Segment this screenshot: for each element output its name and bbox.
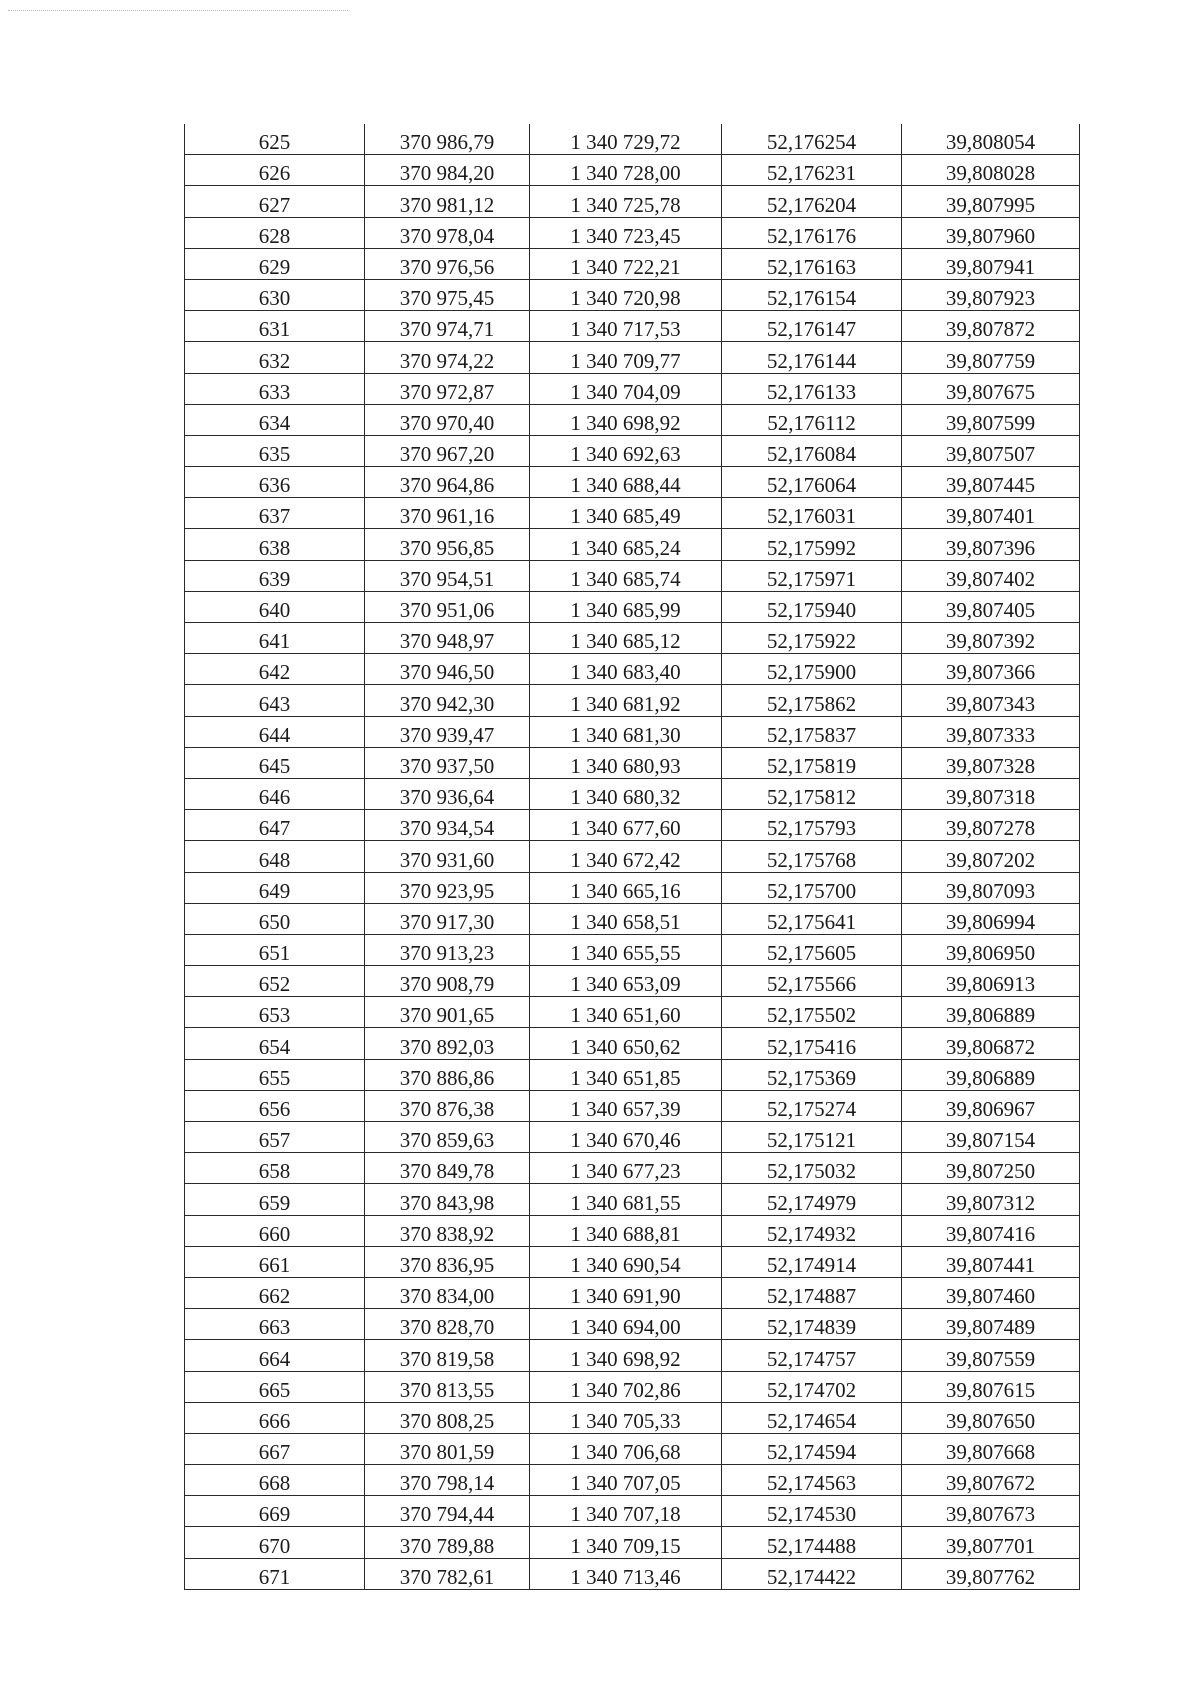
- x-coordinate-cell: 370 974,71: [365, 311, 530, 342]
- table-row: [185, 217, 1080, 248]
- point-number-cell: 647: [185, 810, 365, 841]
- point-number-cell: 628: [185, 217, 365, 248]
- longitude-cell: 39,807673: [902, 1496, 1080, 1527]
- longitude-cell: 39,806889: [902, 1059, 1080, 1090]
- point-number-cell: 671: [185, 1558, 365, 1589]
- x-coordinate-cell: 370 794,44: [365, 1496, 530, 1527]
- table-row: [185, 934, 1080, 965]
- y-coordinate-cell: 1 340 655,55: [530, 934, 722, 965]
- point-number-cell: 633: [185, 373, 365, 404]
- latitude-cell: 52,174594: [722, 1433, 902, 1464]
- longitude-cell: 39,807093: [902, 872, 1080, 903]
- table-row: [185, 248, 1080, 279]
- table-row: [185, 1433, 1080, 1464]
- latitude-cell: 52,174932: [722, 1215, 902, 1246]
- x-coordinate-cell: 370 789,88: [365, 1527, 530, 1558]
- x-coordinate-cell: 370 946,50: [365, 654, 530, 685]
- longitude-cell: 39,807441: [902, 1246, 1080, 1277]
- longitude-cell: 39,806950: [902, 934, 1080, 965]
- x-coordinate-cell: 370 970,40: [365, 404, 530, 435]
- document-page: [184, 124, 1079, 1590]
- latitude-cell: 52,176144: [722, 342, 902, 373]
- longitude-cell: 39,807759: [902, 342, 1080, 373]
- longitude-cell: 39,807872: [902, 311, 1080, 342]
- y-coordinate-cell: 1 340 729,72: [530, 124, 722, 155]
- longitude-cell: 39,806889: [902, 997, 1080, 1028]
- longitude-cell: 39,807366: [902, 654, 1080, 685]
- x-coordinate-cell: 370 984,20: [365, 155, 530, 186]
- longitude-cell: 39,806872: [902, 1028, 1080, 1059]
- longitude-cell: 39,807675: [902, 373, 1080, 404]
- y-coordinate-cell: 1 340 681,92: [530, 685, 722, 716]
- x-coordinate-cell: 370 975,45: [365, 279, 530, 310]
- table-row: [185, 1215, 1080, 1246]
- y-coordinate-cell: 1 340 651,85: [530, 1059, 722, 1090]
- x-coordinate-cell: 370 954,51: [365, 560, 530, 591]
- point-number-cell: 655: [185, 1059, 365, 1090]
- longitude-cell: 39,807154: [902, 1122, 1080, 1153]
- longitude-cell: 39,806913: [902, 966, 1080, 997]
- point-number-cell: 660: [185, 1215, 365, 1246]
- latitude-cell: 52,174563: [722, 1465, 902, 1496]
- x-coordinate-cell: 370 828,70: [365, 1309, 530, 1340]
- latitude-cell: 52,176204: [722, 186, 902, 217]
- point-number-cell: 649: [185, 872, 365, 903]
- table-row: [185, 1340, 1080, 1371]
- latitude-cell: 52,176112: [722, 404, 902, 435]
- table-row: [185, 1558, 1080, 1589]
- latitude-cell: 52,174887: [722, 1277, 902, 1308]
- latitude-cell: 52,174979: [722, 1184, 902, 1215]
- longitude-cell: 39,807672: [902, 1465, 1080, 1496]
- x-coordinate-cell: 370 974,22: [365, 342, 530, 373]
- latitude-cell: 52,174839: [722, 1309, 902, 1340]
- table-row: [185, 1371, 1080, 1402]
- longitude-cell: 39,807701: [902, 1527, 1080, 1558]
- coordinates-table-body: [185, 124, 1080, 1589]
- latitude-cell: 52,175274: [722, 1090, 902, 1121]
- longitude-cell: 39,808028: [902, 155, 1080, 186]
- y-coordinate-cell: 1 340 685,74: [530, 560, 722, 591]
- table-row: [185, 810, 1080, 841]
- point-number-cell: 643: [185, 685, 365, 716]
- point-number-cell: 654: [185, 1028, 365, 1059]
- latitude-cell: 52,176254: [722, 124, 902, 155]
- longitude-cell: 39,807318: [902, 778, 1080, 809]
- point-number-cell: 630: [185, 279, 365, 310]
- latitude-cell: 52,176163: [722, 248, 902, 279]
- latitude-cell: 52,174530: [722, 1496, 902, 1527]
- x-coordinate-cell: 370 808,25: [365, 1402, 530, 1433]
- latitude-cell: 52,174422: [722, 1558, 902, 1589]
- y-coordinate-cell: 1 340 723,45: [530, 217, 722, 248]
- x-coordinate-cell: 370 859,63: [365, 1122, 530, 1153]
- table-row: [185, 1496, 1080, 1527]
- y-coordinate-cell: 1 340 707,18: [530, 1496, 722, 1527]
- table-row: [185, 1028, 1080, 1059]
- latitude-cell: 52,174757: [722, 1340, 902, 1371]
- table-row: [185, 311, 1080, 342]
- point-number-cell: 644: [185, 716, 365, 747]
- table-row: [185, 1153, 1080, 1184]
- y-coordinate-cell: 1 340 725,78: [530, 186, 722, 217]
- y-coordinate-cell: 1 340 728,00: [530, 155, 722, 186]
- longitude-cell: 39,807559: [902, 1340, 1080, 1371]
- longitude-cell: 39,807278: [902, 810, 1080, 841]
- x-coordinate-cell: 370 843,98: [365, 1184, 530, 1215]
- point-number-cell: 636: [185, 467, 365, 498]
- latitude-cell: 52,175837: [722, 716, 902, 747]
- point-number-cell: 638: [185, 529, 365, 560]
- y-coordinate-cell: 1 340 653,09: [530, 966, 722, 997]
- point-number-cell: 662: [185, 1277, 365, 1308]
- x-coordinate-cell: 370 937,50: [365, 747, 530, 778]
- longitude-cell: 39,807507: [902, 435, 1080, 466]
- point-number-cell: 639: [185, 560, 365, 591]
- table-row: [185, 498, 1080, 529]
- y-coordinate-cell: 1 340 688,44: [530, 467, 722, 498]
- x-coordinate-cell: 370 934,54: [365, 810, 530, 841]
- table-row: [185, 903, 1080, 934]
- longitude-cell: 39,807445: [902, 467, 1080, 498]
- longitude-cell: 39,808054: [902, 124, 1080, 155]
- point-number-cell: 627: [185, 186, 365, 217]
- longitude-cell: 39,807202: [902, 841, 1080, 872]
- x-coordinate-cell: 370 972,87: [365, 373, 530, 404]
- point-number-cell: 641: [185, 623, 365, 654]
- point-number-cell: 650: [185, 903, 365, 934]
- x-coordinate-cell: 370 782,61: [365, 1558, 530, 1589]
- point-number-cell: 635: [185, 435, 365, 466]
- y-coordinate-cell: 1 340 705,33: [530, 1402, 722, 1433]
- longitude-cell: 39,807960: [902, 217, 1080, 248]
- y-coordinate-cell: 1 340 651,60: [530, 997, 722, 1028]
- latitude-cell: 52,175992: [722, 529, 902, 560]
- latitude-cell: 52,175768: [722, 841, 902, 872]
- y-coordinate-cell: 1 340 677,60: [530, 810, 722, 841]
- y-coordinate-cell: 1 340 685,12: [530, 623, 722, 654]
- x-coordinate-cell: 370 892,03: [365, 1028, 530, 1059]
- table-row: [185, 747, 1080, 778]
- x-coordinate-cell: 370 886,86: [365, 1059, 530, 1090]
- longitude-cell: 39,807615: [902, 1371, 1080, 1402]
- table-row: [185, 1465, 1080, 1496]
- longitude-cell: 39,806994: [902, 903, 1080, 934]
- point-number-cell: 669: [185, 1496, 365, 1527]
- longitude-cell: 39,807250: [902, 1153, 1080, 1184]
- latitude-cell: 52,175032: [722, 1153, 902, 1184]
- point-number-cell: 626: [185, 155, 365, 186]
- table-row: [185, 966, 1080, 997]
- point-number-cell: 657: [185, 1122, 365, 1153]
- table-row: [185, 124, 1080, 155]
- latitude-cell: 52,174488: [722, 1527, 902, 1558]
- x-coordinate-cell: 370 967,20: [365, 435, 530, 466]
- point-number-cell: 645: [185, 747, 365, 778]
- table-row: [185, 186, 1080, 217]
- y-coordinate-cell: 1 340 672,42: [530, 841, 722, 872]
- latitude-cell: 52,175971: [722, 560, 902, 591]
- latitude-cell: 52,176147: [722, 311, 902, 342]
- x-coordinate-cell: 370 813,55: [365, 1371, 530, 1402]
- latitude-cell: 52,176064: [722, 467, 902, 498]
- longitude-cell: 39,807995: [902, 186, 1080, 217]
- latitude-cell: 52,175900: [722, 654, 902, 685]
- y-coordinate-cell: 1 340 702,86: [530, 1371, 722, 1402]
- point-number-cell: 651: [185, 934, 365, 965]
- x-coordinate-cell: 370 917,30: [365, 903, 530, 934]
- longitude-cell: 39,807343: [902, 685, 1080, 716]
- y-coordinate-cell: 1 340 650,62: [530, 1028, 722, 1059]
- point-number-cell: 637: [185, 498, 365, 529]
- point-number-cell: 667: [185, 1433, 365, 1464]
- latitude-cell: 52,176154: [722, 279, 902, 310]
- x-coordinate-cell: 370 981,12: [365, 186, 530, 217]
- longitude-cell: 39,807396: [902, 529, 1080, 560]
- latitude-cell: 52,175641: [722, 903, 902, 934]
- y-coordinate-cell: 1 340 691,90: [530, 1277, 722, 1308]
- x-coordinate-cell: 370 976,56: [365, 248, 530, 279]
- y-coordinate-cell: 1 340 707,05: [530, 1465, 722, 1496]
- latitude-cell: 52,174702: [722, 1371, 902, 1402]
- longitude-cell: 39,807401: [902, 498, 1080, 529]
- x-coordinate-cell: 370 951,06: [365, 591, 530, 622]
- x-coordinate-cell: 370 849,78: [365, 1153, 530, 1184]
- latitude-cell: 52,175793: [722, 810, 902, 841]
- y-coordinate-cell: 1 340 657,39: [530, 1090, 722, 1121]
- x-coordinate-cell: 370 964,86: [365, 467, 530, 498]
- table-row: [185, 654, 1080, 685]
- x-coordinate-cell: 370 798,14: [365, 1465, 530, 1496]
- table-row: [185, 685, 1080, 716]
- y-coordinate-cell: 1 340 680,93: [530, 747, 722, 778]
- point-number-cell: 631: [185, 311, 365, 342]
- latitude-cell: 52,175502: [722, 997, 902, 1028]
- table-row: [185, 623, 1080, 654]
- x-coordinate-cell: 370 876,38: [365, 1090, 530, 1121]
- y-coordinate-cell: 1 340 690,54: [530, 1246, 722, 1277]
- longitude-cell: 39,807333: [902, 716, 1080, 747]
- x-coordinate-cell: 370 913,23: [365, 934, 530, 965]
- longitude-cell: 39,807599: [902, 404, 1080, 435]
- y-coordinate-cell: 1 340 681,30: [530, 716, 722, 747]
- x-coordinate-cell: 370 931,60: [365, 841, 530, 872]
- longitude-cell: 39,807402: [902, 560, 1080, 591]
- x-coordinate-cell: 370 936,64: [365, 778, 530, 809]
- y-coordinate-cell: 1 340 717,53: [530, 311, 722, 342]
- table-row: [185, 1277, 1080, 1308]
- y-coordinate-cell: 1 340 709,15: [530, 1527, 722, 1558]
- coordinates-table: [184, 124, 1080, 1590]
- y-coordinate-cell: 1 340 685,49: [530, 498, 722, 529]
- y-coordinate-cell: 1 340 665,16: [530, 872, 722, 903]
- y-coordinate-cell: 1 340 670,46: [530, 1122, 722, 1153]
- table-row: [185, 529, 1080, 560]
- table-row: [185, 872, 1080, 903]
- latitude-cell: 52,175940: [722, 591, 902, 622]
- longitude-cell: 39,807762: [902, 1558, 1080, 1589]
- x-coordinate-cell: 370 901,65: [365, 997, 530, 1028]
- longitude-cell: 39,807328: [902, 747, 1080, 778]
- y-coordinate-cell: 1 340 685,99: [530, 591, 722, 622]
- longitude-cell: 39,807668: [902, 1433, 1080, 1464]
- latitude-cell: 52,176031: [722, 498, 902, 529]
- y-coordinate-cell: 1 340 698,92: [530, 404, 722, 435]
- table-row: [185, 279, 1080, 310]
- x-coordinate-cell: 370 836,95: [365, 1246, 530, 1277]
- table-row: [185, 716, 1080, 747]
- latitude-cell: 52,175862: [722, 685, 902, 716]
- y-coordinate-cell: 1 340 713,46: [530, 1558, 722, 1589]
- y-coordinate-cell: 1 340 688,81: [530, 1215, 722, 1246]
- y-coordinate-cell: 1 340 704,09: [530, 373, 722, 404]
- point-number-cell: 632: [185, 342, 365, 373]
- x-coordinate-cell: 370 801,59: [365, 1433, 530, 1464]
- latitude-cell: 52,176176: [722, 217, 902, 248]
- latitude-cell: 52,175700: [722, 872, 902, 903]
- point-number-cell: 652: [185, 966, 365, 997]
- point-number-cell: 659: [185, 1184, 365, 1215]
- latitude-cell: 52,175121: [722, 1122, 902, 1153]
- longitude-cell: 39,807941: [902, 248, 1080, 279]
- longitude-cell: 39,807416: [902, 1215, 1080, 1246]
- table-row: [185, 1090, 1080, 1121]
- point-number-cell: 629: [185, 248, 365, 279]
- table-row: [185, 1246, 1080, 1277]
- point-number-cell: 648: [185, 841, 365, 872]
- table-row: [185, 560, 1080, 591]
- x-coordinate-cell: 370 986,79: [365, 124, 530, 155]
- latitude-cell: 52,176231: [722, 155, 902, 186]
- y-coordinate-cell: 1 340 680,32: [530, 778, 722, 809]
- x-coordinate-cell: 370 819,58: [365, 1340, 530, 1371]
- y-coordinate-cell: 1 340 685,24: [530, 529, 722, 560]
- x-coordinate-cell: 370 923,95: [365, 872, 530, 903]
- point-number-cell: 653: [185, 997, 365, 1028]
- x-coordinate-cell: 370 939,47: [365, 716, 530, 747]
- y-coordinate-cell: 1 340 683,40: [530, 654, 722, 685]
- point-number-cell: 663: [185, 1309, 365, 1340]
- point-number-cell: 634: [185, 404, 365, 435]
- x-coordinate-cell: 370 834,00: [365, 1277, 530, 1308]
- y-coordinate-cell: 1 340 722,21: [530, 248, 722, 279]
- longitude-cell: 39,806967: [902, 1090, 1080, 1121]
- latitude-cell: 52,175819: [722, 747, 902, 778]
- table-row: [185, 591, 1080, 622]
- scan-edge-artifact: [8, 10, 348, 11]
- table-row: [185, 1122, 1080, 1153]
- latitude-cell: 52,175922: [722, 623, 902, 654]
- table-row: [185, 997, 1080, 1028]
- point-number-cell: 670: [185, 1527, 365, 1558]
- point-number-cell: 665: [185, 1371, 365, 1402]
- table-row: [185, 342, 1080, 373]
- point-number-cell: 646: [185, 778, 365, 809]
- longitude-cell: 39,807392: [902, 623, 1080, 654]
- longitude-cell: 39,807489: [902, 1309, 1080, 1340]
- table-row: [185, 435, 1080, 466]
- y-coordinate-cell: 1 340 694,00: [530, 1309, 722, 1340]
- point-number-cell: 666: [185, 1402, 365, 1433]
- y-coordinate-cell: 1 340 720,98: [530, 279, 722, 310]
- point-number-cell: 664: [185, 1340, 365, 1371]
- x-coordinate-cell: 370 961,16: [365, 498, 530, 529]
- x-coordinate-cell: 370 956,85: [365, 529, 530, 560]
- x-coordinate-cell: 370 978,04: [365, 217, 530, 248]
- longitude-cell: 39,807405: [902, 591, 1080, 622]
- y-coordinate-cell: 1 340 658,51: [530, 903, 722, 934]
- point-number-cell: 658: [185, 1153, 365, 1184]
- latitude-cell: 52,175416: [722, 1028, 902, 1059]
- x-coordinate-cell: 370 948,97: [365, 623, 530, 654]
- point-number-cell: 661: [185, 1246, 365, 1277]
- longitude-cell: 39,807460: [902, 1277, 1080, 1308]
- latitude-cell: 52,175369: [722, 1059, 902, 1090]
- table-row: [185, 1184, 1080, 1215]
- point-number-cell: 642: [185, 654, 365, 685]
- table-row: [185, 1527, 1080, 1558]
- table-row: [185, 467, 1080, 498]
- point-number-cell: 668: [185, 1465, 365, 1496]
- y-coordinate-cell: 1 340 709,77: [530, 342, 722, 373]
- longitude-cell: 39,807650: [902, 1402, 1080, 1433]
- x-coordinate-cell: 370 838,92: [365, 1215, 530, 1246]
- y-coordinate-cell: 1 340 698,92: [530, 1340, 722, 1371]
- longitude-cell: 39,807923: [902, 279, 1080, 310]
- point-number-cell: 640: [185, 591, 365, 622]
- table-row: [185, 373, 1080, 404]
- table-row: [185, 404, 1080, 435]
- table-row: [185, 1402, 1080, 1433]
- table-row: [185, 1309, 1080, 1340]
- x-coordinate-cell: 370 942,30: [365, 685, 530, 716]
- point-number-cell: 625: [185, 124, 365, 155]
- latitude-cell: 52,175605: [722, 934, 902, 965]
- longitude-cell: 39,807312: [902, 1184, 1080, 1215]
- table-row: [185, 841, 1080, 872]
- y-coordinate-cell: 1 340 706,68: [530, 1433, 722, 1464]
- latitude-cell: 52,174914: [722, 1246, 902, 1277]
- table-row: [185, 1059, 1080, 1090]
- y-coordinate-cell: 1 340 677,23: [530, 1153, 722, 1184]
- latitude-cell: 52,175812: [722, 778, 902, 809]
- latitude-cell: 52,175566: [722, 966, 902, 997]
- latitude-cell: 52,176133: [722, 373, 902, 404]
- x-coordinate-cell: 370 908,79: [365, 966, 530, 997]
- table-row: [185, 778, 1080, 809]
- table-row: [185, 155, 1080, 186]
- latitude-cell: 52,174654: [722, 1402, 902, 1433]
- y-coordinate-cell: 1 340 692,63: [530, 435, 722, 466]
- y-coordinate-cell: 1 340 681,55: [530, 1184, 722, 1215]
- latitude-cell: 52,176084: [722, 435, 902, 466]
- point-number-cell: 656: [185, 1090, 365, 1121]
